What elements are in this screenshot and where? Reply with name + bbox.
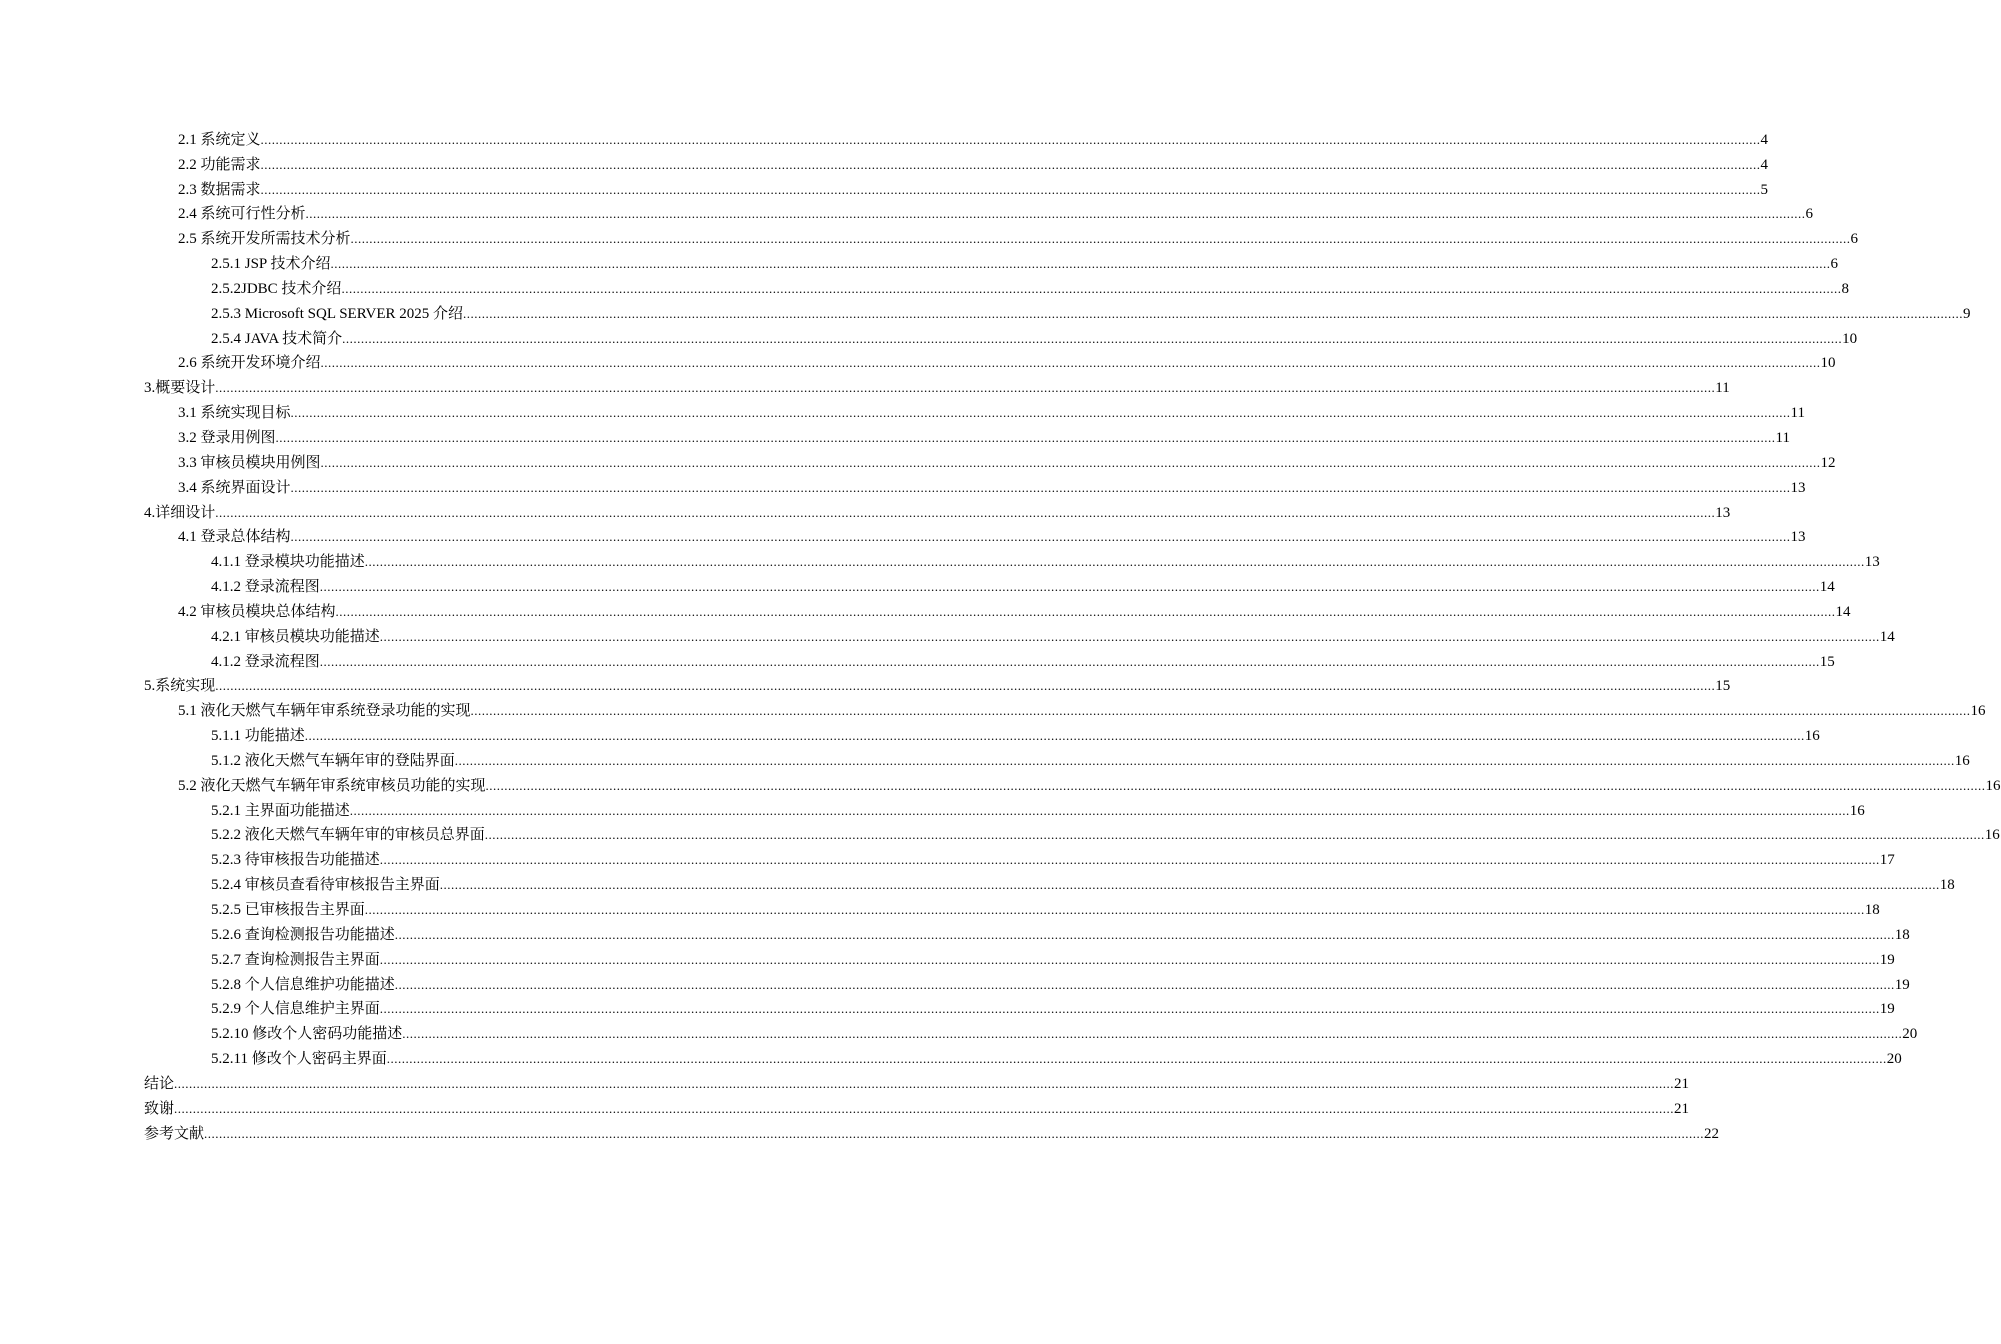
toc-entry-page-number: 17 bbox=[1879, 852, 1895, 869]
toc-dot-leader: ................................................................................................................................................................................................................................................................................................................................................................................................................ bbox=[215, 678, 1716, 694]
toc-dot-leader: ................................................................................................................................................................................................................................................................................................................................................................................................................ bbox=[304, 728, 1805, 744]
toc-dot-leader: ................................................................................................................................................................................................................................................................................................................................................................................................................ bbox=[330, 256, 1831, 272]
toc-dot-leader: ................................................................................................................................................................................................................................................................................................................................................................................................................ bbox=[260, 156, 1761, 172]
toc-entry[interactable] bbox=[0, 646, 1835, 671]
toc-entry-page-number: 15 bbox=[1819, 653, 1835, 670]
toc-entry-title: 5.2.7 查询检测报告主界面 bbox=[211, 951, 380, 968]
toc-dot-leader: ................................................................................................................................................................................................................................................................................................................................................................................................................ bbox=[364, 902, 1865, 917]
toc-entry-page-number: 19 bbox=[1879, 1001, 1895, 1018]
toc-dot-leader: ................................................................................................................................................................................................................................................................................................................................................................................................................ bbox=[349, 802, 1850, 818]
toc-entry-title: 参考文献 bbox=[144, 1125, 205, 1142]
toc-entry-page-number: 19 bbox=[1894, 976, 1910, 993]
toc-entry-title: 4.详细设计 bbox=[144, 504, 216, 521]
toc-entry-page-number: 18 bbox=[1894, 926, 1910, 943]
toc-dot-leader: ................................................................................................................................................................................................................................................................................................................................................................................................................ bbox=[174, 1100, 1675, 1116]
toc-entry[interactable] bbox=[0, 174, 1769, 199]
toc-entry-page-number: 14 bbox=[1819, 579, 1835, 596]
toc-entry-title: 5.2.1 主界面功能描述 bbox=[211, 802, 350, 819]
toc-entry[interactable] bbox=[0, 795, 1865, 820]
toc-entry-title: 5.2.6 查询检测报告功能描述 bbox=[211, 926, 395, 943]
toc-entry[interactable] bbox=[0, 348, 1836, 373]
toc-entry-title: 2.5.2JDBC 技术介绍 bbox=[211, 280, 342, 297]
toc-dot-leader: ................................................................................................................................................................................................................................................................................................................................................................................................................ bbox=[439, 877, 1940, 893]
toc-entry-page-number: 22 bbox=[1704, 1125, 1720, 1142]
toc-entry-title: 2.2 功能需求 bbox=[178, 156, 261, 173]
toc-dot-leader: ................................................................................................................................................................................................................................................................................................................................................................................................................ bbox=[319, 653, 1820, 669]
toc-entry[interactable] bbox=[0, 497, 1731, 522]
toc-entry-page-number: 21 bbox=[1674, 1100, 1690, 1117]
toc-entry[interactable] bbox=[0, 994, 1895, 1019]
toc-entry-title: 4.2 审核员模块总体结构 bbox=[178, 603, 336, 620]
toc-dot-leader: ................................................................................................................................................................................................................................................................................................................................................................................................................ bbox=[215, 504, 1716, 520]
toc-entry[interactable] bbox=[0, 745, 1970, 770]
toc-dot-leader: ................................................................................................................................................................................................................................................................................................................................................................................................................ bbox=[379, 1001, 1880, 1017]
toc-entry[interactable] bbox=[0, 571, 1835, 596]
toc-entry[interactable] bbox=[0, 1018, 1918, 1043]
toc-entry-title: 5.2.8 个人信息维护功能描述 bbox=[211, 976, 395, 993]
toc-entry-title: 3.概要设计 bbox=[144, 380, 216, 397]
toc-entry[interactable] bbox=[0, 869, 1955, 894]
toc-entry-title: 3.2 登录用例图 bbox=[178, 429, 276, 446]
toc-entry-page-number: 16 bbox=[1970, 703, 1986, 720]
toc-entry-page-number: 6 bbox=[1805, 206, 1814, 223]
toc-dot-leader: ................................................................................................................................................................................................................................................................................................................................................................................................................ bbox=[290, 405, 1791, 421]
toc-entry-page-number: 5 bbox=[1760, 181, 1769, 198]
toc-entry-page-number: 18 bbox=[1939, 877, 1955, 894]
toc-entry-page-number: 16 bbox=[1954, 752, 1970, 769]
toc-entry-title: 5.2.4 审核员查看待审核报告主界面 bbox=[211, 877, 440, 894]
table-of-contents bbox=[0, 124, 2001, 1143]
toc-entry[interactable] bbox=[0, 720, 1820, 745]
toc-entry-title: 5.2.3 待审核报告功能描述 bbox=[211, 852, 380, 869]
toc-entry-page-number: 20 bbox=[1902, 1026, 1918, 1043]
toc-dot-leader: ................................................................................................................................................................................................................................................................................................................................................................................................................ bbox=[463, 305, 1963, 321]
toc-entry[interactable] bbox=[0, 695, 1986, 720]
toc-entry-title: 2.4 系统可行性分析 bbox=[178, 206, 306, 223]
toc-entry-page-number: 16 bbox=[1804, 728, 1820, 745]
toc-entry-page-number: 10 bbox=[1820, 355, 1836, 372]
toc-entry[interactable] bbox=[0, 969, 1910, 994]
toc-entry-title: 4.1.2 登录流程图 bbox=[211, 579, 320, 596]
toc-entry-title: 5.1.2 液化天燃气车辆年审的登陆界面 bbox=[211, 752, 455, 769]
toc-dot-leader: ................................................................................................................................................................................................................................................................................................................................................................................................................ bbox=[364, 554, 1865, 570]
toc-entry-title: 4.1.2 登录流程图 bbox=[211, 653, 320, 670]
toc-entry-page-number: 14 bbox=[1835, 603, 1851, 620]
toc-dot-leader: ................................................................................................................................................................................................................................................................................................................................................................................................................ bbox=[290, 479, 1791, 495]
toc-entry[interactable] bbox=[0, 944, 1895, 969]
toc-entry-title: 2.3 数据需求 bbox=[178, 181, 261, 198]
toc-entry[interactable] bbox=[0, 397, 1805, 422]
toc-dot-leader: ................................................................................................................................................................................................................................................................................................................................................................................................................ bbox=[394, 926, 1895, 942]
toc-entry-page-number: 12 bbox=[1820, 454, 1836, 471]
toc-entry[interactable] bbox=[0, 447, 1836, 472]
toc-entry[interactable] bbox=[0, 844, 1895, 869]
toc-entry[interactable] bbox=[0, 472, 1806, 497]
toc-entry[interactable] bbox=[0, 149, 1769, 174]
toc-entry-title: 5.2.10 修改个人密码功能描述 bbox=[211, 1026, 403, 1043]
toc-entry-page-number: 11 bbox=[1715, 380, 1730, 397]
toc-entry[interactable] bbox=[0, 372, 1730, 397]
toc-entry[interactable] bbox=[0, 671, 1731, 696]
toc-dot-leader: ................................................................................................................................................................................................................................................................................................................................................................................................................ bbox=[402, 1026, 1903, 1042]
toc-dot-leader: ................................................................................................................................................................................................................................................................................................................................................................................................................ bbox=[484, 827, 1985, 843]
toc-entry-page-number: 13 bbox=[1715, 504, 1731, 521]
toc-dot-leader: ................................................................................................................................................................................................................................................................................................................................................................................................................ bbox=[320, 454, 1821, 470]
toc-entry[interactable] bbox=[0, 1068, 1690, 1093]
toc-dot-leader: ................................................................................................................................................................................................................................................................................................................................................................................................................ bbox=[320, 355, 1821, 371]
toc-dot-leader: ................................................................................................................................................................................................................................................................................................................................................................................................................ bbox=[260, 131, 1761, 147]
toc-entry-title: 2.5.1 JSP 技术介绍 bbox=[211, 256, 331, 273]
toc-dot-leader: ................................................................................................................................................................................................................................................................................................................................................................................................................ bbox=[454, 752, 1955, 768]
toc-entry[interactable] bbox=[0, 522, 1806, 547]
toc-entry-title: 5.系统实现 bbox=[144, 678, 216, 695]
toc-entry[interactable] bbox=[0, 770, 2001, 795]
toc-entry-page-number: 15 bbox=[1715, 678, 1731, 695]
toc-entry-page-number: 11 bbox=[1775, 429, 1790, 446]
toc-dot-leader: ................................................................................................................................................................................................................................................................................................................................................................................................................ bbox=[341, 280, 1842, 296]
toc-entry-title: 5.2 液化天燃气车辆年审系统审核员功能的实现 bbox=[178, 777, 486, 794]
toc-dot-leader: ................................................................................................................................................................................................................................................................................................................................................................................................................ bbox=[386, 1051, 1887, 1067]
toc-dot-leader: ................................................................................................................................................................................................................................................................................................................................................................................................................ bbox=[305, 206, 1806, 222]
toc-entry[interactable] bbox=[0, 596, 1851, 621]
toc-entry-page-number: 10 bbox=[1842, 330, 1858, 347]
toc-dot-leader: ................................................................................................................................................................................................................................................................................................................................................................................................................ bbox=[379, 852, 1880, 868]
toc-entry-page-number: 16 bbox=[1985, 777, 2001, 794]
toc-entry-page-number: 13 bbox=[1864, 554, 1880, 571]
toc-dot-leader: ................................................................................................................................................................................................................................................................................................................................................................................................................ bbox=[379, 628, 1880, 644]
toc-entry-page-number: 11 bbox=[1790, 405, 1805, 422]
toc-entry-page-number: 19 bbox=[1879, 951, 1895, 968]
toc-entry-page-number: 21 bbox=[1674, 1075, 1690, 1092]
toc-entry[interactable] bbox=[0, 1043, 1902, 1068]
toc-dot-leader: ................................................................................................................................................................................................................................................................................................................................................................................................................ bbox=[319, 579, 1820, 595]
toc-entry[interactable] bbox=[0, 124, 1769, 149]
toc-entry[interactable] bbox=[0, 546, 1880, 571]
toc-entry[interactable] bbox=[0, 323, 1858, 348]
toc-entry-page-number: 9 bbox=[1963, 305, 1971, 322]
toc-entry-page-number: 8 bbox=[1841, 280, 1849, 297]
toc-entry-title: 致谢 bbox=[144, 1100, 175, 1117]
toc-dot-leader: ................................................................................................................................................................................................................................................................................................................................................................................................................ bbox=[485, 777, 1986, 793]
toc-entry-title: 2.5.3 Microsoft SQL SERVER 2025 介绍 bbox=[211, 305, 463, 322]
toc-entry-page-number: 13 bbox=[1790, 479, 1806, 496]
toc-dot-leader: ................................................................................................................................................................................................................................................................................................................................................................................................................ bbox=[335, 603, 1836, 619]
toc-entry-page-number: 6 bbox=[1850, 231, 1859, 248]
toc-entry-title: 3.4 系统界面设计 bbox=[178, 479, 291, 496]
toc-entry[interactable] bbox=[0, 248, 1838, 273]
toc-entry-title: 3.3 审核员模块用例图 bbox=[178, 454, 321, 471]
toc-entry-title: 5.2.5 已审核报告主界面 bbox=[211, 902, 365, 918]
toc-dot-leader: ................................................................................................................................................................................................................................................................................................................................................................................................................ bbox=[470, 703, 1971, 719]
toc-entry[interactable] bbox=[0, 1118, 1720, 1143]
toc-dot-leader: ................................................................................................................................................................................................................................................................................................................................................................................................................ bbox=[342, 330, 1843, 346]
toc-entry-title: 5.2.2 液化天燃气车辆年审的审核员总界面 bbox=[211, 827, 485, 844]
toc-entry-page-number: 13 bbox=[1790, 529, 1806, 546]
toc-entry-title: 4.2.1 审核员模块功能描述 bbox=[211, 628, 380, 645]
toc-entry-title: 5.2.9 个人信息维护主界面 bbox=[211, 1001, 380, 1018]
toc-entry-page-number: 18 bbox=[1864, 902, 1880, 918]
toc-entry-title: 2.5.4 JAVA 技术简介 bbox=[211, 330, 343, 347]
toc-entry[interactable] bbox=[0, 223, 1859, 248]
toc-entry-title: 4.1 登录总体结构 bbox=[178, 529, 291, 546]
toc-entry[interactable] bbox=[0, 199, 1814, 224]
toc-entry-page-number: 4 bbox=[1760, 156, 1769, 173]
toc-entry-title: 2.6 系统开发环境介绍 bbox=[178, 355, 321, 372]
toc-dot-leader: ................................................................................................................................................................................................................................................................................................................................................................................................................ bbox=[215, 380, 1716, 396]
toc-entry[interactable] bbox=[0, 621, 1895, 646]
toc-entry-page-number: 20 bbox=[1886, 1051, 1902, 1068]
toc-dot-leader: ................................................................................................................................................................................................................................................................................................................................................................................................................ bbox=[379, 951, 1880, 967]
toc-entry[interactable] bbox=[0, 919, 1910, 944]
toc-entry-title: 5.2.11 修改个人密码主界面 bbox=[211, 1051, 387, 1068]
toc-dot-leader: ................................................................................................................................................................................................................................................................................................................................................................................................................ bbox=[204, 1125, 1705, 1141]
toc-entry[interactable] bbox=[0, 273, 1849, 298]
toc-entry[interactable] bbox=[0, 894, 1880, 919]
toc-entry[interactable] bbox=[0, 422, 1790, 447]
toc-dot-leader: ................................................................................................................................................................................................................................................................................................................................................................................................................ bbox=[290, 529, 1791, 545]
toc-entry-page-number: 4 bbox=[1760, 131, 1769, 148]
toc-entry-title: 5.1.1 功能描述 bbox=[211, 728, 305, 745]
toc-entry-title: 2.1 系统定义 bbox=[178, 131, 261, 148]
toc-entry-title: 结论 bbox=[144, 1075, 175, 1092]
toc-entry[interactable] bbox=[0, 1093, 1690, 1118]
toc-dot-leader: ................................................................................................................................................................................................................................................................................................................................................................................................................ bbox=[174, 1075, 1675, 1091]
toc-entry-page-number: 16 bbox=[1984, 827, 2000, 844]
toc-dot-leader: ................................................................................................................................................................................................................................................................................................................................................................................................................ bbox=[260, 181, 1761, 197]
toc-dot-leader: ................................................................................................................................................................................................................................................................................................................................................................................................................ bbox=[394, 976, 1895, 992]
toc-entry[interactable] bbox=[0, 820, 2000, 845]
toc-entry-page-number: 16 bbox=[1849, 802, 1865, 819]
toc-entry-title: 2.5 系统开发所需技术分析 bbox=[178, 231, 351, 248]
toc-entry-title: 5.1 液化天燃气车辆年审系统登录功能的实现 bbox=[178, 703, 471, 720]
toc-entry-page-number: 14 bbox=[1879, 628, 1895, 645]
toc-dot-leader: ................................................................................................................................................................................................................................................................................................................................................................................................................ bbox=[350, 231, 1851, 247]
toc-dot-leader: ................................................................................................................................................................................................................................................................................................................................................................................................................ bbox=[275, 429, 1776, 445]
toc-entry-title: 4.1.1 登录模块功能描述 bbox=[211, 554, 365, 571]
toc-entry[interactable] bbox=[0, 298, 1971, 323]
toc-entry-title: 3.1 系统实现目标 bbox=[178, 405, 291, 422]
toc-entry-page-number: 6 bbox=[1830, 256, 1838, 273]
